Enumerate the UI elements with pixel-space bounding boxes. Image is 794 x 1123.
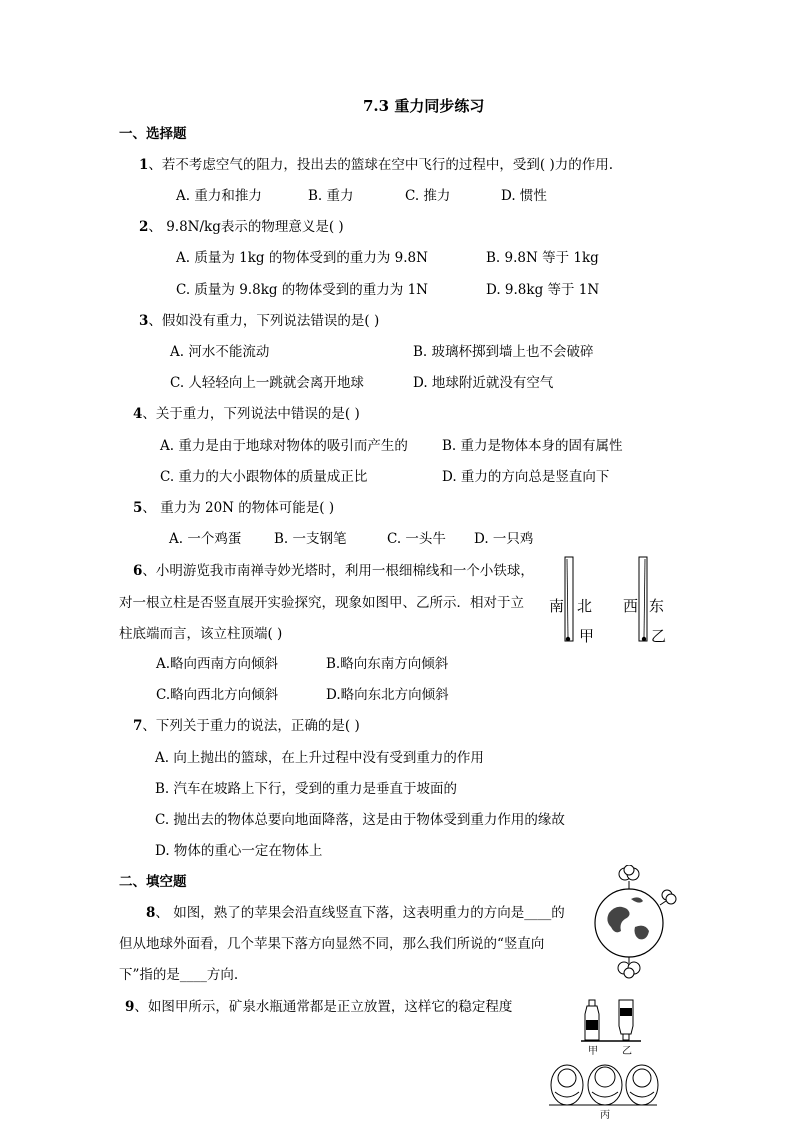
question-7 [133,717,360,735]
question-text: 、关于重力，下列说法中错误的是( ) [142,406,360,422]
option-b: B. 一支钢笔 [274,531,347,547]
question-number: 1 [139,157,149,173]
option-c: C. 重力的大小跟物体的质量成正比 [160,469,368,485]
option-a: A.略向西南方向倾斜 [156,656,279,672]
option-b: B. 重力 [308,188,354,204]
question-6-line-3: 柱底端而言，该立柱顶端( ) [119,626,283,642]
option-d: D. 惯性 [501,188,547,204]
question-number: 4 [133,406,143,422]
option-d: D. 9.8kg 等于 1N [486,282,600,298]
question-2 [139,218,344,236]
question-8-line-3: 下”指的是____方向. [119,967,239,983]
plumb-thread-yi [644,559,645,637]
question-text: 、若不考虑空气的阻力，投出去的篮球在空中飞行的过程中，受到( )力的作用. [148,157,614,173]
option-d: D. 重力的方向总是竖直向下 [442,469,610,485]
question-1 [139,156,613,174]
option-d: D. 物体的重心一定在物体上 [155,843,323,859]
option-c: C. 人轻轻向上一跳就会离开地球 [170,375,364,391]
question-8-line-2: 但从地球外面看，几个苹果下落方向显然不同，那么我们所说的“竖直向 [119,936,545,952]
earth-icon [595,889,663,957]
question-number: 2 [139,219,149,235]
question-text: 、下列关于重力的说法，正确的是( ) [142,718,360,734]
option-a: A. 质量为 1kg 的物体受到的重力为 9.8N [176,250,428,266]
continent-shape [631,897,643,902]
option-c: C. 抛出去的物体总要向地面降落，这是由于物体受到重力作用的缘故 [155,812,565,828]
question-text: 、 9.8N/kg表示的物理意义是( ) [148,219,344,235]
bottle-stability-figure [545,992,660,1122]
plumb-line-figure [545,555,675,647]
section-heading-fill: 二、填空题 [119,874,187,890]
pillar-yi [639,557,647,641]
bottle-inverted-icon [619,1000,633,1040]
question-number: 7 [133,718,143,734]
option-d: D. 一只鸡 [474,531,534,547]
question-text: 、 重力为 20N 的物体可能是( ) [142,500,335,516]
plumb-bob-yi [642,637,646,641]
option-a: A. 重力是由于地球对物体的吸引而产生的 [160,438,408,454]
option-b: B.略向东南方向倾斜 [326,656,449,672]
pillar-jia [565,557,573,641]
question-number: 5 [133,500,143,516]
question-number: 6 [133,563,143,579]
tumbler-toy-icon [626,1065,658,1105]
tumbler-toy-icon [588,1065,622,1105]
option-b: B. 汽车在坡路上下行，受到的重力是垂直于坡面的 [155,781,458,797]
question-text: 、小明游览我市南禅寺妙光塔时，利用一根细棉线和一个小铁球， [142,563,534,579]
option-a: A. 向上抛出的篮球，在上升过程中没有受到重力的作用 [155,750,484,766]
label-south: 南 [549,597,565,615]
question-number: 3 [139,313,149,329]
apple-tree-icon [618,957,640,978]
option-c: C.略向西北方向倾斜 [156,687,279,703]
question-5 [133,499,334,517]
label-yi: 乙 [651,627,667,645]
question-6-line-2: 对一根立柱是否竖直展开实验探究，现象如图甲、乙所示．相对于立 [119,595,524,611]
label-east: 东 [649,597,665,615]
option-a: A. 一个鸡蛋 [169,531,242,547]
bottle-upright-icon [585,1000,599,1040]
question-3 [139,312,379,330]
question-number: 8 [146,905,156,921]
question-text: 、假如没有重力，下列说法错误的是( ) [148,313,380,329]
question-4 [133,405,360,423]
option-c: C. 推力 [405,188,451,204]
label-north: 北 [577,597,593,615]
option-b: B. 9.8N 等于 1kg [486,250,599,266]
question-6-line-1 [133,562,534,580]
label-west: 西 [623,597,639,615]
label-bing: 丙 [600,1110,610,1121]
earth-apple-figure [587,865,677,980]
option-a: A. 河水不能流动 [170,344,270,360]
option-d: D.略向东北方向倾斜 [326,687,449,703]
question-8-line-1 [146,904,565,922]
label-jia: 甲 [588,1046,598,1057]
apple-tree-icon [619,865,639,889]
label-yi: 乙 [622,1046,632,1057]
option-b: B. 重力是物体本身的固有属性 [442,438,623,454]
plumb-thread-jia [567,559,568,637]
option-d: D. 地球附近就没有空气 [413,375,554,391]
option-a: A. 重力和推力 [176,188,262,204]
section-heading-choice: 一、选择题 [119,126,187,142]
label-jia: 甲 [579,627,595,645]
question-number: 9 [125,999,135,1015]
continent-shape [607,907,629,933]
page-title: 7.3 重力同步练习 [363,97,485,115]
question-9 [125,998,512,1016]
option-b: B. 玻璃杯掷到墙上也不会破碎 [413,344,594,360]
question-text: 、 如图，熟了的苹果会沿直线竖直下落，这表明重力的方向是____的 [155,905,565,921]
tumbler-toy-icon [551,1065,583,1105]
apple-tree-icon [660,890,676,905]
option-c: C. 一头牛 [387,531,446,547]
option-c: C. 质量为 9.8kg 的物体受到的重力为 1N [176,282,428,298]
question-text: 、如图甲所示，矿泉水瓶通常都是正立放置，这样它的稳定程度 [134,999,513,1015]
plumb-bob-jia [566,637,570,641]
continent-shape [635,926,650,940]
